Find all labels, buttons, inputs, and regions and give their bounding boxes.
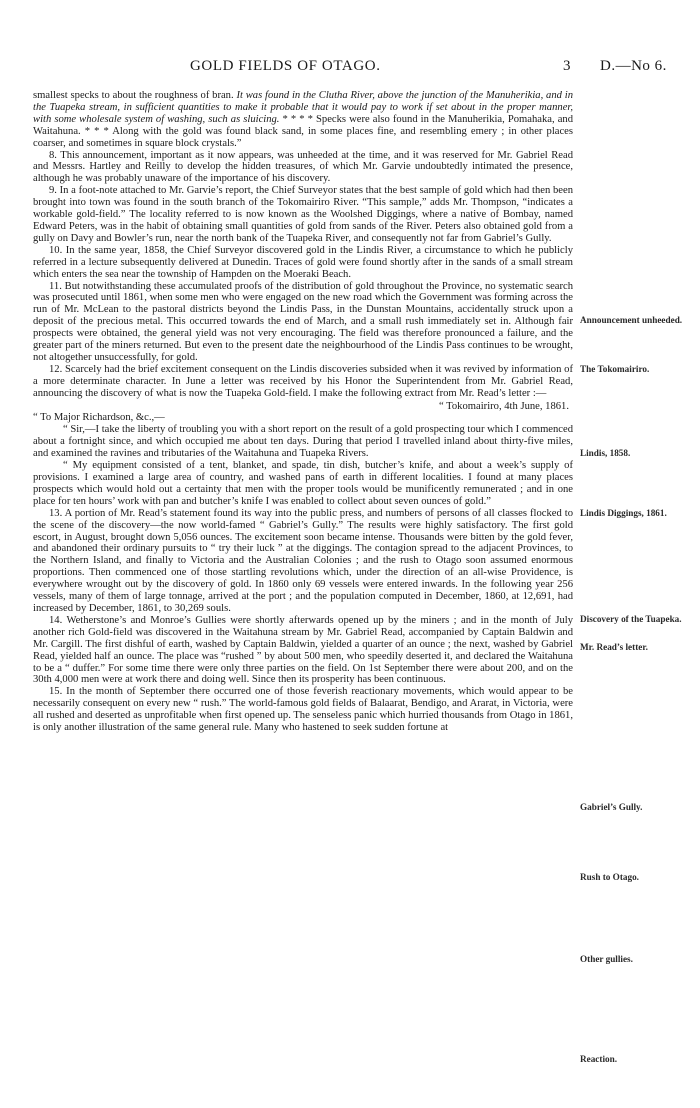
paragraph: [33, 508, 573, 615]
paragraph: [33, 686, 573, 734]
margin-note: Reaction.: [580, 1054, 617, 1064]
paragraph: [33, 245, 573, 281]
document-reference: D.—No 6.: [600, 58, 667, 74]
italic-text: It was found in the Clutha River, above the junction of the Manuherikia, and in the Tuapeka stream, in sufficient quantities to make it probable that it would pay to work if set about in the proper manner, with some wholesale system of washing, such as sluicing.: [33, 90, 574, 125]
paragraph: [33, 364, 573, 400]
paragraph: [33, 460, 573, 508]
text-segment: 9. In a foot-note attached to Mr. Garvie’s report, the Chief Surveyor states that the best sample of gold which had then been brought into town was found in the south branch of the Tokomairiro River. “This sample,” adds Mr. Thompson, “indicates a workable gold-field.” The locality referred to is now known as the Woolshed Diggings, where a native of Bombay, named Edward Peters, was in the habit of obtaining small quantities of gold from sands of the River. Peters also obtained gold from a gully on Davy and Bowler’s run, near the north bank of the Tuapeka River, and consequently not far from Gabriel’s Gully.: [33, 185, 573, 244]
text-segment: 13. A portion of Mr. Read’s statement found its way into the public press, and numbers of persons of all classes flocked to the scene of the discovery—the now world-famed “ Gabriel’s Gully.” The results were highly satisfactory. The first gold escort, in August, brought down 5,056 ounces. The excitement soon became intense. Thousands were bitten by the gold fever, and abandoned their ordinary pursuits to “ try their luck ” at the diggings. The contagion spread to the adjacent Provinces, to the Northern Island, and finally to Victoria and the Australian Colonies ; and the rush to Otago soon assumed enormous proportions. Then commenced one of those startling revolutions which, under the direction of an all-wise Providence, is everywhere wrought out by the discovery of gold. In 1860 only 69 vessels were entered inwards. In the following year 256 vessels, many of them of large tonnage, arrived at the port ; and the population computed in December, 1860, at 12,691, had increased by December, 1861, to 30,269 souls.: [33, 507, 573, 614]
text-segment: * * * * Specks were also found in the Manuherikia, Pomahaka, and Waitahuna. * * * Along with the gold was found black sand, in some places fine, and resembling emery ; in other places coarser, and sometimes in square block crystals.”: [33, 113, 574, 149]
running-header: [0, 58, 700, 80]
paragraph: [33, 150, 573, 186]
margin-note: Discovery of the Tuapeka.: [580, 614, 682, 624]
text-segment: 10. In the same year, 1858, the Chief Surveyor discovered gold in the Lindis River, a circumstance to which he publicly referred in a lecture subsequently delivered at Dunedin. Traces of gold were found shortly after in the sands of a small stream which enters the sea near the township of Hampden on the Moeraki Beach.: [33, 244, 573, 280]
body-text: [33, 90, 573, 734]
margin-note: Lindis Diggings, 1861.: [580, 508, 667, 518]
text-segment: 14. Wetherstone’s and Monroe’s Gullies were shortly afterwards opened up by the miners ; and in the month of July another rich Gold-field was discovered in the Waitahuna stream by Mr. Gabriel Read, accompanied by Captain Baldwin and Mr. Cargill. The first dishful of earth, washed by Captain Baldwin, yielded a quarter of an ounce ; the next, washed by Gabriel Read, yielded half an ounce. The place was “rushed ” by about 500 men, who speedily deserted it, and declared the Waitahuna to be a “ duffer.” For some time there were only three parties on the field. On 1st September there were about 200, and on the 30th 4,000 men were at work there and doing well. Since then its prosperity has been continuous.: [33, 614, 573, 686]
text-segment: 11. But notwithstanding these accumulated proofs of the distribution of gold throughout the Province, no systematic search was prosecuted until 1861, when some men who were engaged on the new road which the Government was forming across the run of Mr. McLean to the pastoral districts beyond the Lindis Pass, in the Dunstan Mountains, accidentally struck upon a deposit of the precious metal. This occurred towards the end of March, and a small rush immediately set in. Although fair prospects were obtained, the general yield was not very encouraging. The field was therefore pronounced a failure, and the greater part of the miners returned. But even to the present date the neighbourhood of the Lindis Pass continues to be wrought, not altogether unsuccessfully, for gold.: [33, 280, 573, 363]
margin-note: Rush to Otago.: [580, 872, 639, 882]
paragraph: [33, 401, 573, 413]
page-number: 3: [563, 58, 571, 74]
text-segment: “ Sir,—I take the liberty of troubling you with a short report on the result of a gold prospecting tour which I commenced about a fortnight since, and which occupied me about ten days. During that period I travelled inland about thirty-five miles, and examined the ravines and tributaries of the Waitahuna and Tuapeka Rivers.: [33, 424, 574, 460]
text-segment: “ To Major Richardson, &c.,—: [33, 412, 165, 424]
paragraph: [33, 185, 573, 245]
paragraph: [33, 424, 573, 460]
header-title: GOLD FIELDS OF OTAGO.: [190, 58, 381, 74]
margin-note: Announcement unheeded.: [580, 315, 683, 325]
margin-note: Other gullies.: [580, 954, 633, 964]
text-segment: 15. In the month of September there occurred one of those feverish reactionary movements, which would appear to be necessarily consequent on every new “ rush.” The world-famous gold fields of Balaarat, Bendigo, and Ararat, in Victoria, were all rushed and deserted as unprofitable when first opened up. The senseless panic which hurried thousands from Otago in 1861, is only another illustration of the same general rule. Many who hastened to seek sudden fortune at: [33, 686, 573, 734]
paragraph: [33, 90, 573, 150]
paragraph: [33, 412, 573, 424]
paragraph: [33, 281, 573, 364]
text-segment: “ My equipment consisted of a tent, blanket, and spade, tin dish, butcher’s knife, and about a week’s supply of provisions. I examined a large area of country, and washed pans of earth in different localities. I found at many places prospects which would hold out a certainty that men with the proper tools would be munificently remunerated ; and in one place for ten hours’ work with pan and butcher’s knife I was enabled to collect about seven ounces of gold.”: [33, 460, 573, 507]
text-segment: “ Tokomairiro, 4th June, 1861.: [439, 400, 569, 412]
margin-note: Lindis, 1858.: [580, 448, 631, 458]
margin-note: Mr. Read’s letter.: [580, 642, 648, 652]
paragraph: [33, 615, 573, 686]
text-segment: 12. Scarcely had the brief excitement consequent on the Lindis discoveries subsided when it was revived by information of a more determinate character. In June a letter was received by his Honor the Superintendent from Mr. Gabriel Read, announcing the discovery of what is now the Tuapeka Gold-field. I make the following extract from Mr. Read’s letter :—: [33, 363, 573, 399]
text-segment: 8. This announcement, important as it now appears, was unheeded at the time, and it was reserved for Mr. Gabriel Read and Messrs. Hartley and Reilly to develop the hidden treasures, of which Mr. Garvie undoubtedly intimated the presence, although he was probably unaware of the importance of his discovery.: [33, 149, 573, 185]
margin-note: The Tokomairiro.: [580, 364, 650, 374]
margin-note: Gabriel’s Gully.: [580, 802, 643, 812]
text-segment: smallest specks to about the roughness of bran.: [33, 90, 237, 101]
